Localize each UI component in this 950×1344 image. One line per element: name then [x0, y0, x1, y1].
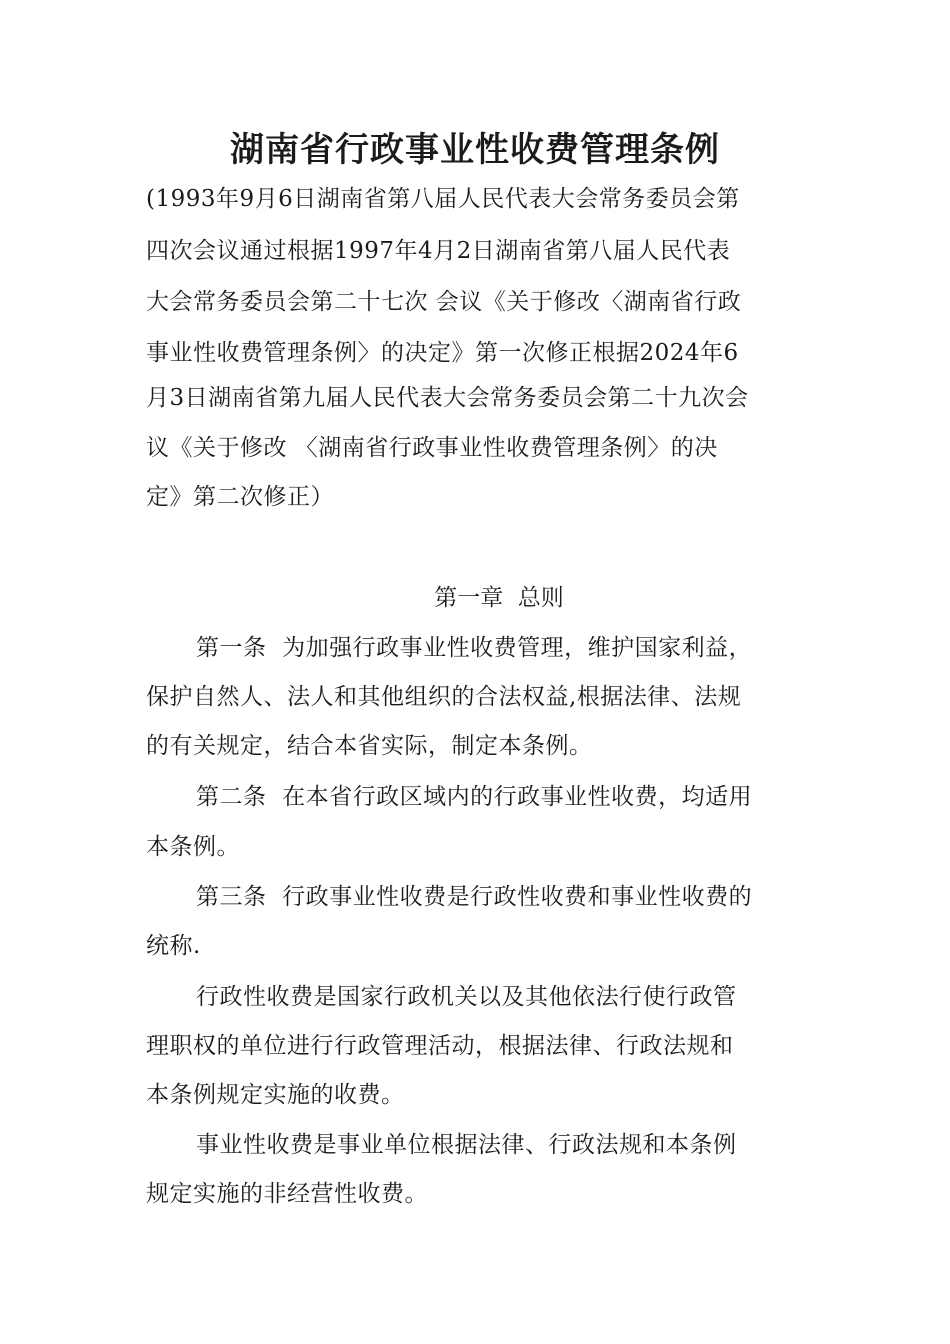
preamble-line: 议《关于修改 〈湖南省行政事业性收费管理条例〉的决: [146, 435, 718, 461]
admin-fee-line: 理职权的单位进行行政管理活动，根据法律、行政法规和: [146, 1033, 734, 1059]
preamble-line: (1993年9月6日湖南省第八届人民代表大会常务委员会第: [146, 186, 740, 212]
service-fee-line: 事业性收费是事业单位根据法律、行政法规和本条例: [196, 1132, 737, 1158]
preamble-line: 月3日湖南省第九届人民代表大会常务委员会第二十九次会: [146, 385, 749, 411]
article-3-line: 第三条 行政事业性收费是行政性收费和事业性收费的: [196, 884, 753, 910]
preamble-line: 事业性收费管理条例〉的决定》第一次修正根据2024年6: [146, 340, 739, 366]
article-3-line: 统称.: [146, 933, 201, 959]
article-1-line: 保护自然人、法人和其他组织的合法权益,根据法律、法规: [146, 684, 742, 710]
admin-fee-line: 行政性收费是国家行政机关以及其他依法行使行政管: [196, 984, 737, 1010]
chapter-heading: 第一章 总则: [434, 585, 564, 611]
admin-fee-line: 本条例规定实施的收费。: [146, 1082, 405, 1108]
article-2-line: 本条例。: [146, 834, 240, 860]
article-1-line: 的有关规定，结合本省实际，制定本条例。: [146, 733, 593, 759]
preamble-line: 大会常务委员会第二十七次 会议《关于修改〈湖南省行政: [146, 289, 742, 315]
preamble-line: 四次会议通过根据1997年4月2日湖南省第八届人民代表: [146, 238, 731, 264]
service-fee-line: 规定实施的非经营性收费。: [146, 1181, 428, 1207]
article-1-line: 第一条 为加强行政事业性收费管理，维护国家利益，: [196, 635, 753, 661]
preamble-line: 定》第二次修正）: [146, 484, 334, 510]
article-2-line: 第二条 在本省行政区域内的行政事业性收费，均适用: [196, 784, 753, 810]
document-title: 湖南省行政事业性收费管理条例: [230, 130, 720, 170]
